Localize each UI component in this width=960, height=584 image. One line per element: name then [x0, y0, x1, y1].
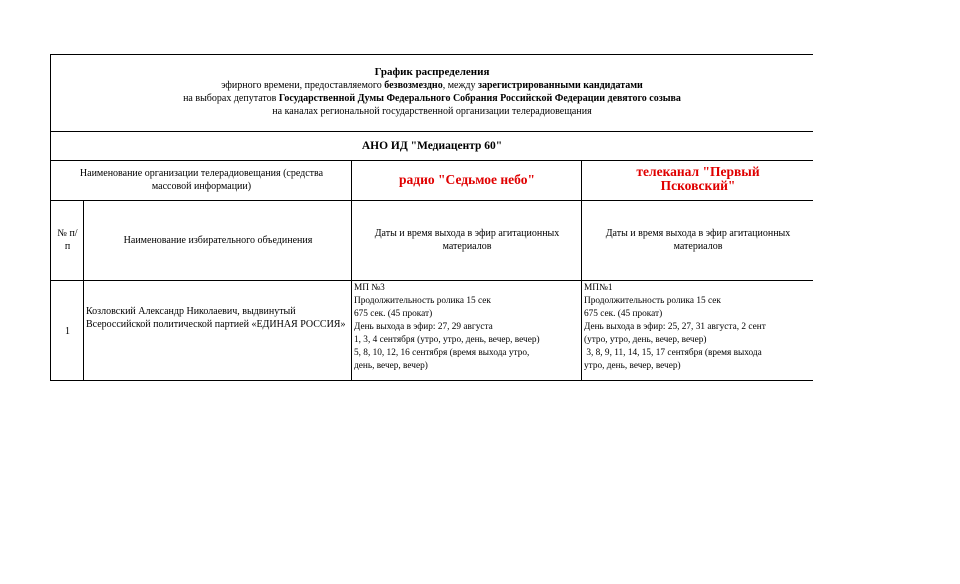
row-party: Козловский Александр Николаевич, выдвинутый Всероссийской политической партией «ЕДИНАЯ РОССИЯ» [86, 306, 346, 330]
divider [351, 201, 352, 280]
divider [581, 161, 582, 200]
schedule-line: МП№1 [584, 283, 613, 293]
schedule-line: День выхода в эфир: 25, 27, 31 августа, 2 сент [584, 322, 766, 332]
channel-radio: радио "Седьмое небо" [399, 172, 535, 187]
schedule-line: МП №3 [354, 283, 385, 293]
channel-tv: телеканал "Первый Псковский" [636, 164, 760, 193]
column-dates-tv: Даты и время выхода в эфир агитационных материалов [605, 228, 791, 252]
organization-name: АНО ИД "Медиацентр 60" [50, 132, 813, 161]
column-dates-radio: Даты и время выхода в эфир агитационных материалов [374, 228, 560, 252]
row-radio-schedule [354, 282, 581, 373]
row-tv-schedule [584, 282, 813, 373]
column-header-row [50, 201, 813, 281]
column-num: № п/п [57, 228, 78, 252]
schedule-line: 675 сек. (45 прокат) [584, 309, 663, 319]
schedule-line: Продолжительность ролика 15 сек [584, 296, 721, 306]
schedule-line: (утро, утро, день, вечер, вечер) [584, 335, 707, 345]
schedule-line: День выхода в эфир: 27, 29 августа [354, 322, 493, 332]
title-heading: График распределения [374, 66, 490, 78]
schedule-line: 1, 3, 4 сентября (утро, утро, день, вечер, вечер) [354, 335, 540, 345]
divider [83, 201, 84, 280]
title-line-2: эфирного времени, предоставляемого безвозмездно, между зарегистрированными кандидатами [221, 80, 643, 91]
title-line-3: на выборах депутатов Государственной Думы Федерального Собрания Российской Федерации девятого созыва [183, 93, 681, 104]
schedule-line: 5, 8, 10, 12, 16 сентября (время выхода утро, [354, 348, 530, 358]
schedule-line: утро, день, вечер, вечер) [584, 361, 681, 371]
schedule-line: Продолжительность ролика 15 сек [354, 296, 491, 306]
divider [581, 281, 582, 380]
table-row [50, 281, 813, 381]
title-line-4: на каналах региональной государственной организации телерадиовещания [272, 106, 592, 117]
column-party: Наименование избирательного объединения [123, 235, 313, 246]
divider [351, 161, 352, 200]
divider [83, 281, 84, 380]
title-block [50, 54, 813, 132]
media-label: Наименование организации телерадиовещания (средства массовой информации) [79, 168, 324, 192]
divider [581, 201, 582, 280]
schedule-line: 3, 8, 9, 11, 14, 15, 17 сентября (время выхода [584, 348, 762, 358]
row-num: 1 [65, 326, 70, 337]
media-row [50, 161, 813, 201]
schedule-line: 675 сек. (45 прокат) [354, 309, 433, 319]
divider [351, 281, 352, 380]
schedule-line: день, вечер, вечер) [354, 361, 428, 371]
